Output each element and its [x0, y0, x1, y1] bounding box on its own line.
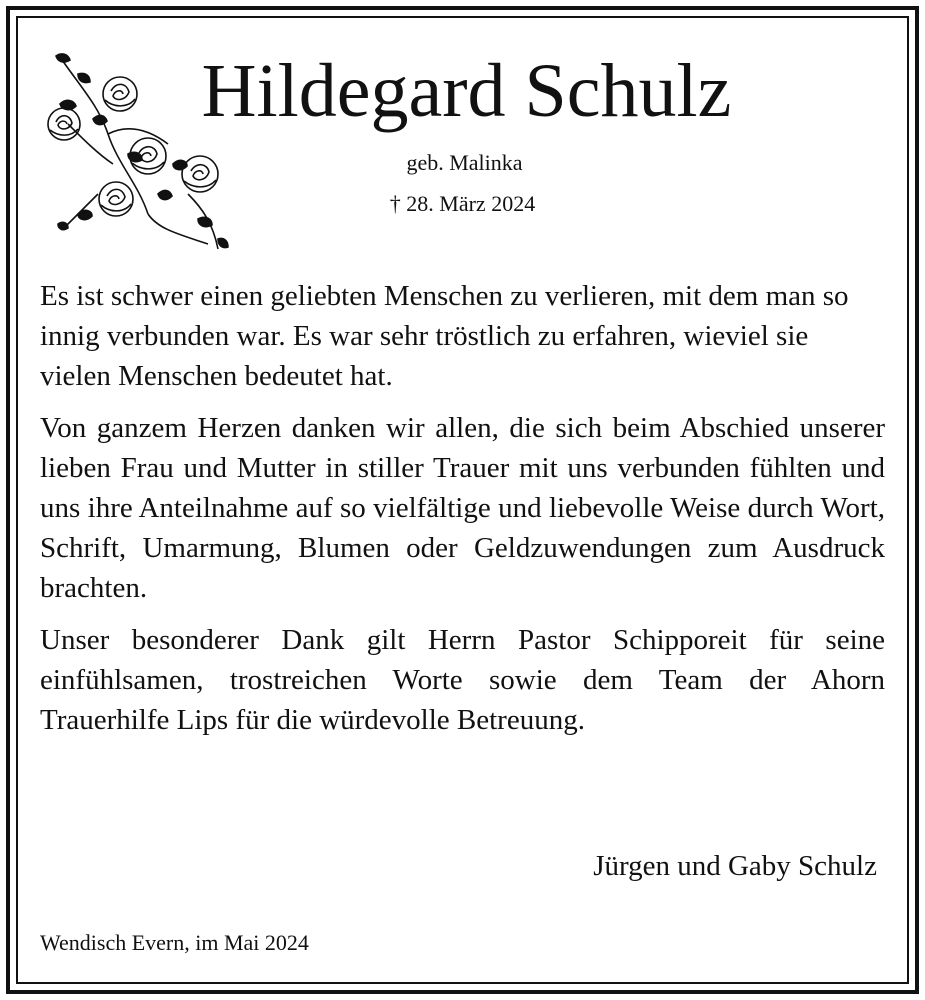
paragraph-thanks: Von ganzem Herzen danken wir allen, die sich beim Abschied unserer lieben Frau und Mutter in stiller Trauer mit uns verbunden fühlten und uns ihre Anteilnahme auf so vielfältige und liebevolle Weise durch Wort, Schrift, Umarmung, Blumen oder Geldzuwendungen zum Ausdruck brachten.: [40, 412, 885, 604]
death-date: † 28. März 2024: [389, 191, 536, 216]
body-text: [40, 276, 885, 752]
deceased-name: Hildegard Schulz: [201, 49, 732, 133]
signature: Jürgen und Gaby Schulz: [593, 850, 877, 882]
paragraph-intro: Es ist schwer einen geliebten Menschen zu verlieren, mit dem man so innig verbunden war. Es war sehr tröstlich zu erfahren, wieviel sie vielen Menschen bedeutet hat.: [40, 280, 849, 392]
place-date: Wendisch Evern, im Mai 2024: [40, 930, 309, 955]
paragraph-special-thanks: Unser besonderer Dank gilt Herrn Pastor Schipporeit für seine einfühlsamen, trostreichen Worte sowie dem Team der Ahorn Trauerhilfe Lips für die würdevolle Betreuung.: [40, 624, 885, 736]
maiden-name: geb. Malinka: [406, 150, 523, 175]
